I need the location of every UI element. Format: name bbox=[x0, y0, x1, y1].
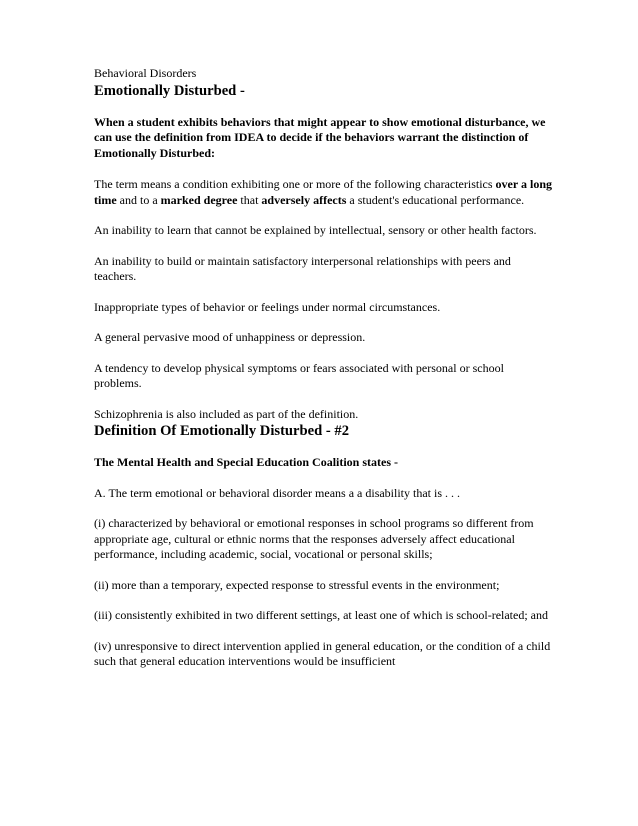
section-heading-emotionally-disturbed: Emotionally Disturbed - bbox=[94, 82, 245, 99]
definition-paragraph bbox=[94, 177, 554, 208]
definition-text-part: a student's educational performance. bbox=[346, 192, 525, 207]
definition-text-part: and to a bbox=[116, 192, 161, 207]
definition-emphasis-over-long-time: over a long time bbox=[94, 177, 552, 207]
criterion-item: (i) characterized by behavioral or emotional responses in school programs so different from appropriate age, cultural or ethnic norms that the responses adversely affect educational performance, including academic, social, vocational or personal skills; bbox=[94, 516, 534, 561]
characteristic-item: Schizophrenia is also included as part of the definition. bbox=[94, 406, 359, 421]
criterion-item: (iv) unresponsive to direct intervention applied in general education, or the condition of a child such that general education interventions would be insufficient bbox=[94, 638, 551, 668]
coalition-subheading: The Mental Health and Special Education Coalition states - bbox=[94, 455, 399, 469]
definition-text-part: The term means a condition exhibiting one or more of the following characteristics bbox=[94, 177, 496, 191]
document-title: Behavioral Disorders bbox=[94, 66, 197, 80]
characteristic-item: An inability to build or maintain satisfactory interpersonal relationships with peers and teachers. bbox=[94, 253, 511, 283]
characteristic-item: A general pervasive mood of unhappiness or depression. bbox=[94, 330, 366, 344]
idea-intro-paragraph: When a student exhibits behaviors that might appear to show emotional disturbance, we can use the definition from IDEA to decide if the behaviors warrant the distinction of Emotionally Disturbed: bbox=[94, 114, 546, 160]
characteristic-item: A tendency to develop physical symptoms or fears associated with personal or school problems. bbox=[94, 360, 504, 390]
definition-emphasis-marked-degree: marked degree bbox=[160, 192, 238, 207]
document-page bbox=[94, 66, 554, 670]
definition-emphasis-adversely-affects: adversely affects bbox=[261, 192, 347, 207]
characteristic-item: Inappropriate types of behavior or feelings under normal circumstances. bbox=[94, 299, 441, 314]
criterion-item: (iii) consistently exhibited in two different settings, at least one of which is school-related; and bbox=[94, 608, 549, 622]
definition-text-part: that bbox=[237, 192, 262, 207]
characteristic-item: An inability to learn that cannot be explained by intellectual, sensory or other health factors. bbox=[94, 223, 537, 237]
section-heading-definition-2: Definition Of Emotionally Disturbed - #2 bbox=[94, 423, 349, 439]
coalition-lead: A. The term emotional or behavioral disorder means a a disability that is . . . bbox=[94, 485, 461, 500]
criterion-item: (ii) more than a temporary, expected response to stressful events in the environment; bbox=[94, 577, 500, 592]
